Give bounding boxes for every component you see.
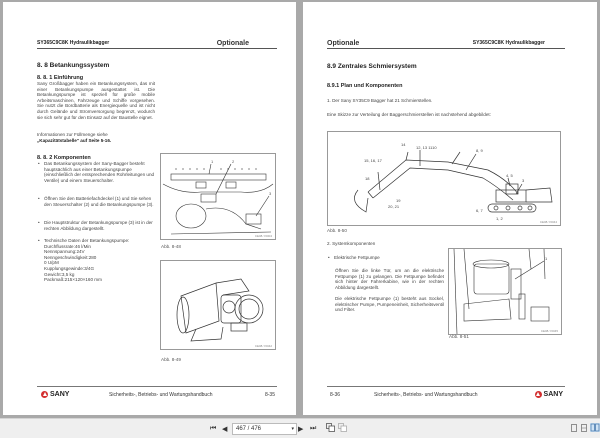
footer-manual-title: Sicherheits-, Betriebs- und Wartungshandbuch	[109, 392, 213, 398]
section-title: 8. 8 Betankungssystem	[37, 62, 110, 69]
header-section: Optionale	[216, 40, 249, 47]
svg-text:8, 9: 8, 9	[476, 148, 483, 153]
navigation-toolbar	[0, 418, 600, 438]
page-number: 8-35	[264, 392, 275, 398]
figure-caption: Abb. 8-49	[161, 357, 181, 362]
list-item: • Öffnen Sie den Batteriefachdeckel (1) und Sie sehen den Steuerschalter (2) und die Betankungspumpe (3).	[37, 196, 155, 207]
header-section: Optionale	[327, 40, 360, 47]
figure-caption: Abb. 8-48	[161, 244, 181, 249]
svg-text:18: 18	[365, 176, 370, 181]
section-title: 8.9 Zentrales Schmiersystem	[327, 63, 417, 70]
sany-logo: SANY	[41, 391, 69, 398]
paragraph: Öffnen Sie die linke Tür, um an die elektrische Fettpumpe (1) zu gelangen. Die Fettpumpe befindet sich hinter der Fahrerkabine, wie in der rechten Abbildung dargestellt.	[335, 268, 444, 290]
list-item: • Elektrische Fettpumpe	[327, 255, 454, 261]
two-page-icon[interactable]	[590, 423, 600, 432]
grease-pump-drawing	[449, 249, 561, 334]
svg-text:3: 3	[522, 178, 525, 183]
pump-drawing	[161, 261, 275, 349]
capacity-table-link[interactable]: „Kapazitätstabelle" auf Seite 5-16.	[37, 137, 112, 143]
subsection-title: 8. 8. 1 Einführung	[37, 75, 84, 81]
copy-icon[interactable]	[326, 423, 335, 432]
first-page-button[interactable]: ⏮	[210, 425, 217, 432]
header-model: SY365C9C8K Hydraulikbagger	[37, 40, 110, 46]
battery-compartment-illustration	[160, 153, 276, 240]
page-right	[303, 2, 597, 415]
page-number: 8-36	[330, 392, 341, 398]
svg-text:20, 21: 20, 21	[388, 204, 400, 209]
grease-pump-illustration	[448, 248, 562, 335]
paste-icon[interactable]	[338, 423, 347, 432]
figure-code: CE08-Y0044	[539, 220, 557, 224]
continuous-page-icon[interactable]	[581, 424, 587, 432]
footer-manual-title: Sicherheits-, Betriebs- und Wartungshandbuch	[374, 392, 478, 398]
list-item: • Die Hauptstruktur der Betankungspumpe (3) ist in der rechten Abbildung dargestellt.	[37, 220, 155, 231]
sany-logo-icon	[535, 391, 542, 398]
fuel-pump-illustration	[160, 260, 276, 350]
header-model: SY365C9C8K Hydraulikbagger	[472, 40, 545, 46]
subsection-title: 8. 8. 2 Komponenten	[37, 155, 91, 161]
figure-code: CE08-Y0004	[254, 234, 272, 238]
svg-text:3: 3	[269, 191, 272, 196]
figure-caption: Abb. 8-51	[449, 334, 469, 339]
page-header	[327, 39, 565, 49]
excavator-drawing	[328, 132, 560, 225]
previous-page-button[interactable]: ◀	[222, 426, 228, 433]
list-item: • Das Betankungssystem der Sany-Bagger besteht hauptsächlich aus einer Betankungspumpe (einschließlich der entsprechenden Rohrleitungen und Ventile) und einem Steuerschalter.	[37, 161, 155, 183]
svg-text:15, 16, 17: 15, 16, 17	[364, 158, 382, 163]
engine-bay-drawing	[161, 154, 275, 239]
svg-text:12, 13 1110: 12, 13 1110	[416, 145, 437, 150]
svg-text:14: 14	[401, 142, 406, 147]
figure-code: CE08-Y0042	[254, 344, 272, 348]
figure-code: CE08-Y0045	[540, 329, 558, 333]
svg-text:1: 1	[545, 256, 548, 261]
tech-data-list: • Technische Daten der Betankungspumpe: Durchflussrate:46 l/Min Nennspannung:24V Nenngeschwindigkeit:280 0 U/pM Kupplungsgewinde:3/4G Gewicht:3,5 kg Packmaß:215×120×160 mm	[37, 238, 155, 283]
paragraph: Die elektrische Fettpumpe (1) besteht aus Sockel, elektrischer Pumpe, Pumpeneinheit, Sicherheitsventil und Filter.	[335, 296, 444, 313]
single-page-icon[interactable]	[571, 424, 577, 432]
intro-text: Sany Großbagger haben ein Betankungssystem, das mit einer Betankungspumpe ausgestattet ist. Die Betankungspumpe ist speziell für große mobile Arbeitsmaschinen, Fahrzeuge und Schiffe vorgesehen. Sie nutzt die Bordbatterie als Energiequelle und ist nicht durch Gelände und Stromversorgung begrenzt, wodurch sie sich sehr gut für den Einsatz auf der Baustelle eignet.	[37, 81, 155, 120]
svg-text:19: 19	[396, 198, 401, 203]
chevron-down-icon[interactable]: ▾	[291, 426, 294, 432]
footer-rule	[327, 386, 565, 387]
figure-caption: Abb. 8-50	[327, 228, 347, 233]
subsection-title: 8.9.1 Plan und Komponenten	[327, 83, 403, 89]
list-item: 1. Der Sany SY35C9 Bagger hat 21 Schmierstellen.	[327, 98, 433, 103]
page-footer	[327, 391, 565, 401]
svg-text:4, 5: 4, 5	[506, 173, 513, 178]
sany-logo: SANY	[535, 391, 563, 398]
next-page-button[interactable]: ▶	[298, 426, 304, 433]
page-footer	[37, 391, 277, 401]
info-text: Informationen zur Füllmenge siehe „Kapazitätstabelle" auf Seite 5-16.	[37, 132, 112, 143]
lubrication-points-diagram	[327, 131, 561, 226]
footer-rule	[37, 386, 277, 387]
svg-text:2: 2	[232, 159, 235, 164]
page-number-input[interactable]: 467 / 476 ▾	[232, 423, 297, 435]
svg-text:6, 7: 6, 7	[476, 208, 483, 213]
list-item: 2. Systemkomponenten	[327, 241, 376, 246]
last-page-button[interactable]: ⏭	[310, 425, 317, 432]
svg-text:1: 1	[211, 159, 214, 164]
sany-logo-icon	[41, 391, 48, 398]
intro-text: Eine Skizze zur Verteilung der Baggerschmierstellen ist nachstehend abgebildet:	[327, 112, 491, 117]
page-header	[37, 39, 277, 49]
page-left	[3, 2, 296, 415]
svg-text:1, 2: 1, 2	[496, 216, 503, 221]
